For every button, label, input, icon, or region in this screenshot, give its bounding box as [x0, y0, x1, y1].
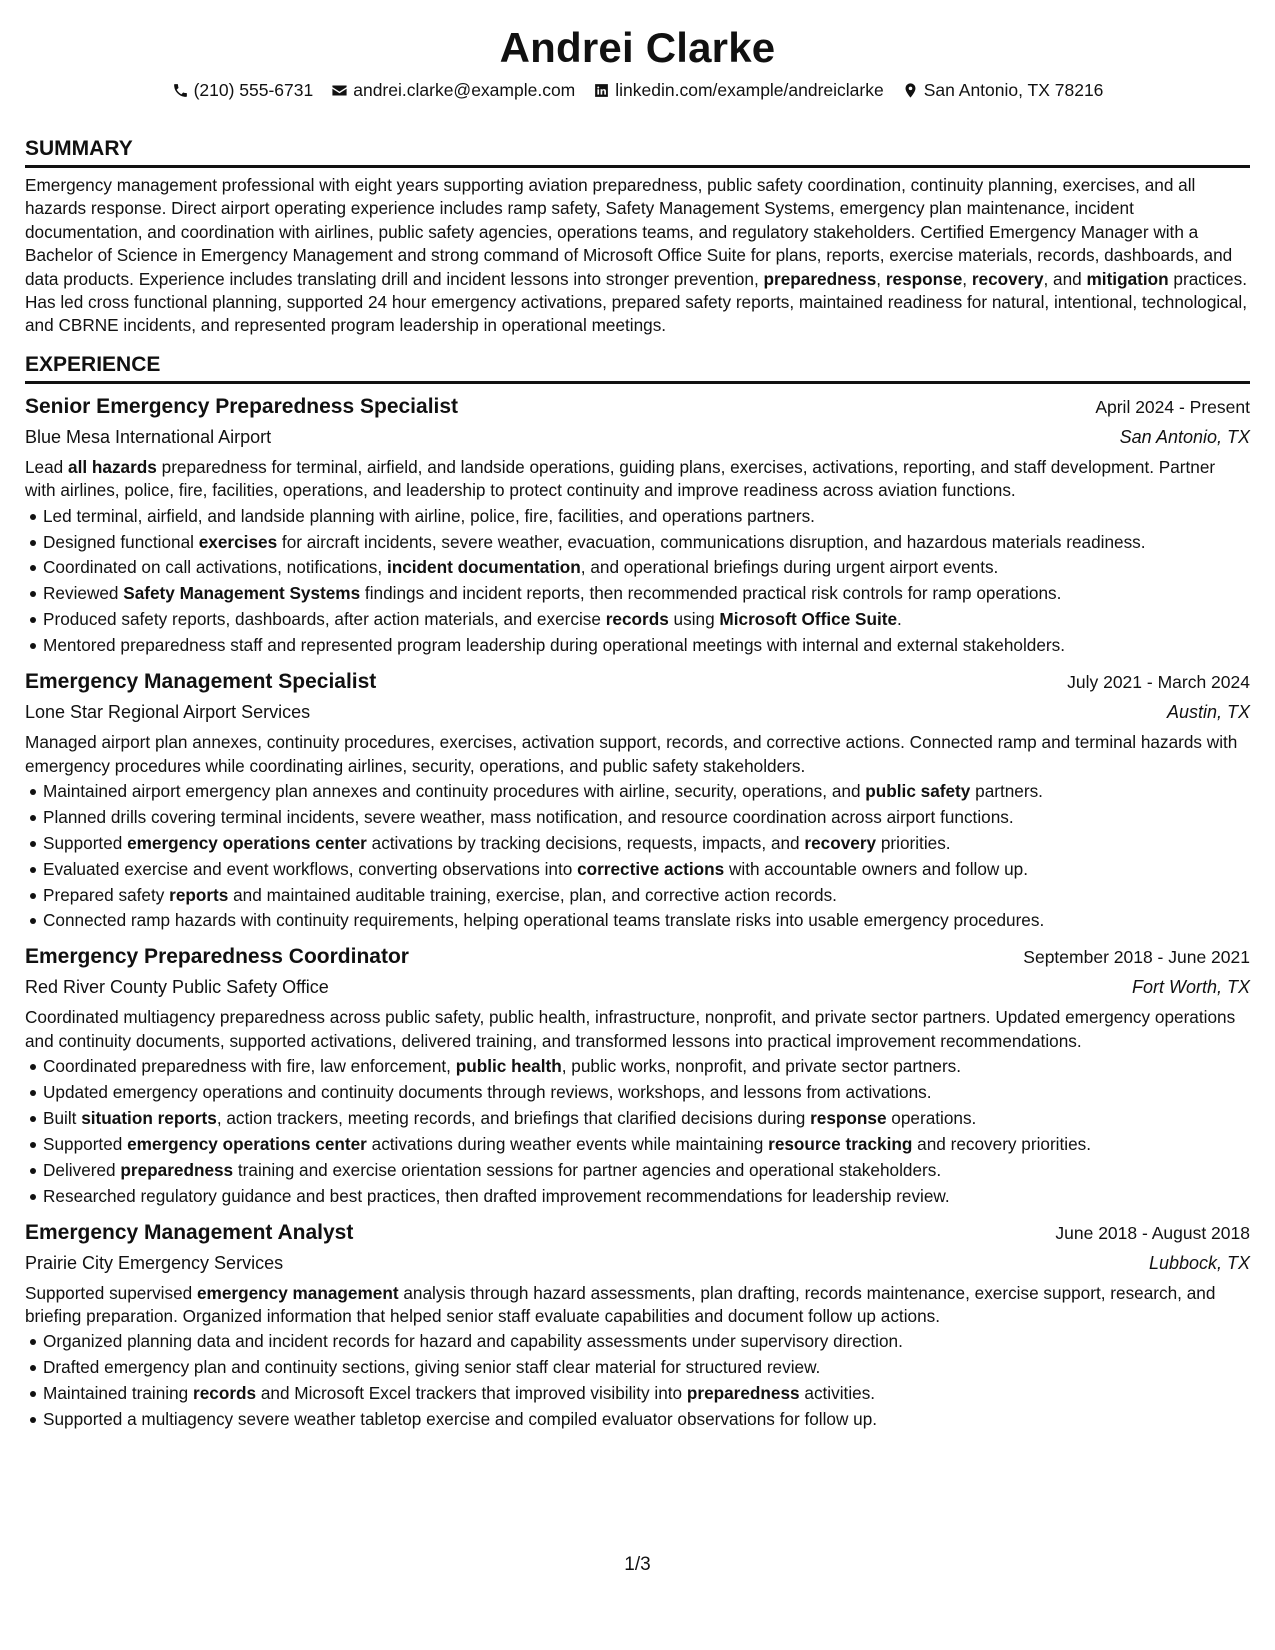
bullet-item — [43, 831, 1250, 857]
text-run: Reviewed — [43, 583, 124, 604]
text-run: . — [897, 609, 902, 630]
text-run: Emergency management professional with eight years supporting aviation preparedness, public safety coordination, continuity planning, exercises, and all hazards response. Direct airport operating experience includes ramp safety, Safety Management Systems, emergency plan maintenance, incident documentation, and coordination with airlines, public safety agencies, operations teams, and regulatory stakeholders. Certified Emergency Manager with a Bachelor of Science in Emergency Management and strong command of Microsoft Office Suite for plans, reports, exercise materials, records, dashboards, and data products. Experience includes translating drill and incident lessons into stronger prevention, — [25, 175, 1233, 289]
experience-section — [25, 352, 1250, 1433]
text-run: Maintained training — [43, 1383, 194, 1404]
text-run: and maintained auditable training, exercise, plan, and corrective action records. — [228, 884, 837, 905]
bold-keyword: incident documentation — [386, 557, 581, 578]
job-header — [25, 392, 1250, 422]
bold-keyword: preparedness — [686, 1383, 800, 1404]
bullet-item — [43, 1184, 1250, 1210]
location-text: San Antonio, TX 78216 — [923, 80, 1104, 100]
text-run: Connected ramp hazards with continuity requirements, helping operational teams translate risks into usable emergency procedures. — [43, 910, 1045, 931]
bold-keyword: records — [605, 609, 669, 630]
text-run: Coordinated on call activations, notifications, — [43, 557, 387, 578]
section-title-experience: EXPERIENCE — [25, 352, 1250, 384]
text-run: Coordinated preparedness with fire, law enforcement, — [43, 1056, 456, 1077]
linkedin-text: linkedin.com/example/andreiclarke — [615, 80, 884, 100]
text-run: Delivered — [43, 1159, 121, 1180]
text-run: Coordinated multiagency preparedness across public safety, public health, infrastructure, nonprofit, and private sector partners. Updated emergency operations and continuity documents, supported activations, delivered training, and transformed lessons into practical improvement recommendations. — [25, 1007, 1236, 1051]
bullet-item — [43, 530, 1250, 556]
job-location: Lubbock, TX — [1148, 1252, 1250, 1273]
text-run: with accountable owners and follow up. — [724, 858, 1029, 879]
bullet-item — [43, 1106, 1250, 1132]
bullet-item — [43, 1054, 1250, 1080]
bold-keyword: public health — [455, 1056, 562, 1077]
job-bullets — [25, 1054, 1250, 1209]
text-run: , — [876, 268, 886, 289]
job-dates: June 2018 - August 2018 — [1055, 1222, 1250, 1243]
text-run: Produced safety reports, dashboards, after action materials, and exercise — [43, 609, 606, 630]
text-run: Researched regulatory guidance and best practices, then drafted improvement recommendations for leadership review. — [43, 1185, 950, 1206]
text-run: activations by tracking decisions, requests, impacts, and — [366, 832, 805, 853]
bullet-item — [43, 633, 1250, 659]
text-run: Led terminal, airfield, and landside planning with airline, police, fire, facilities, and operations partners. — [43, 505, 815, 526]
text-run: for aircraft incidents, severe weather, evacuation, communications disruption, and hazardous materials readiness. — [277, 531, 1146, 552]
bold-keyword: emergency operations center — [127, 1133, 367, 1154]
bullet-item — [43, 1407, 1250, 1433]
bullet-item — [43, 908, 1250, 934]
job-location: Austin, TX — [1166, 702, 1250, 723]
bold-keyword: preparedness — [120, 1159, 234, 1180]
job-title: Emergency Management Specialist — [25, 670, 377, 694]
bullet-item — [43, 581, 1250, 607]
text-run: and Microsoft Excel trackers that improved visibility into — [256, 1383, 687, 1404]
text-run: Designed functional — [43, 531, 199, 552]
text-run: and recovery priorities. — [912, 1133, 1092, 1154]
bullet-item — [43, 1329, 1250, 1355]
bold-keyword: recovery — [804, 832, 877, 853]
bullet-item — [43, 1132, 1250, 1158]
job-dates: July 2021 - March 2024 — [1067, 672, 1250, 693]
job-description — [25, 731, 1250, 778]
bold-keyword: reports — [169, 884, 229, 905]
job-title: Emergency Preparedness Coordinator — [25, 945, 409, 969]
text-run: analysis through hazard assessments, plan drafting, records maintenance, exercise support, research, and briefing preparation. Organized information that helped senior staff evaluate capabilities and document follow up actions. — [25, 1282, 1216, 1326]
text-run: Supported supervised — [25, 1282, 197, 1303]
job-description — [25, 1282, 1250, 1329]
job-subheader — [25, 422, 1250, 452]
contact-location — [902, 78, 1104, 102]
text-run: findings and incident reports, then recommended practical risk controls for ramp operations. — [360, 583, 1062, 604]
text-run: priorities. — [876, 832, 951, 853]
bold-keyword: response — [885, 268, 963, 289]
job-entry — [25, 667, 1250, 934]
text-run: Mentored preparedness staff and represented program leadership during operational meetings with internal and external stakeholders. — [43, 635, 1066, 656]
text-run: , and — [1043, 268, 1087, 289]
bullet-item — [43, 805, 1250, 831]
email-text: andrei.clarke@example.com — [353, 80, 576, 100]
job-entry — [25, 1218, 1250, 1433]
text-run: Prepared safety — [43, 884, 170, 905]
text-run: Planned drills covering terminal incidents, severe weather, mass notification, and resource coordination across airport functions. — [43, 806, 1014, 827]
bullet-item — [43, 857, 1250, 883]
section-title-summary: SUMMARY — [25, 136, 1250, 168]
page-number: 1/3 — [624, 1554, 651, 1575]
job-dates: April 2024 - Present — [1095, 396, 1250, 417]
bold-keyword: response — [810, 1107, 887, 1128]
text-run: activities. — [799, 1383, 876, 1404]
text-run: , action trackers, meeting records, and briefings that clarified decisions during — [216, 1107, 811, 1128]
text-run: activations during weather events while maintaining — [366, 1133, 769, 1154]
job-header — [25, 942, 1250, 972]
summary-text — [25, 174, 1250, 338]
text-run: Maintained airport emergency plan annexes and continuity procedures with airline, security, operations, and — [43, 780, 866, 801]
bullet-item — [43, 607, 1250, 633]
bold-keyword: recovery — [971, 268, 1044, 289]
text-run: operations. — [886, 1107, 977, 1128]
text-run: partners. — [970, 780, 1043, 801]
bold-keyword: Microsoft Office Suite — [719, 609, 898, 630]
job-title: Senior Emergency Preparedness Specialist — [25, 394, 459, 418]
contact-email[interactable] — [331, 78, 575, 102]
map-pin-icon — [902, 82, 919, 99]
bold-keyword: Safety Management Systems — [123, 583, 361, 604]
text-run: Supported — [43, 1133, 128, 1154]
phone-text: (210) 555-6731 — [193, 80, 314, 100]
bullet-item — [43, 504, 1250, 530]
contact-phone[interactable] — [172, 78, 314, 102]
bullet-item — [43, 883, 1250, 909]
text-run: Supported — [43, 832, 128, 853]
linkedin-icon — [593, 82, 610, 99]
bold-keyword: records — [193, 1383, 257, 1404]
text-run: Updated emergency operations and continuity documents through reviews, workshops, and lessons from activations. — [43, 1082, 932, 1103]
text-run: , — [962, 268, 972, 289]
text-run: , public works, nonprofit, and private sector partners. — [561, 1056, 962, 1077]
bullet-item — [43, 1381, 1250, 1407]
job-entry — [25, 392, 1250, 659]
text-run: , and operational briefings during urgent airport events. — [580, 557, 999, 578]
text-run: Built — [43, 1107, 82, 1128]
job-bullets — [25, 779, 1250, 934]
job-dates: September 2018 - June 2021 — [1023, 947, 1250, 968]
phone-icon — [172, 82, 189, 99]
job-location: Fort Worth, TX — [1131, 977, 1250, 998]
bold-keyword: emergency operations center — [127, 832, 367, 853]
text-run: Organized planning data and incident records for hazard and capability assessments under supervisory direction. — [43, 1331, 903, 1352]
job-company: Blue Mesa International Airport — [25, 426, 272, 447]
job-subheader — [25, 1248, 1250, 1278]
bold-keyword: resource tracking — [768, 1133, 913, 1154]
bullet-item — [43, 779, 1250, 805]
contact-linkedin[interactable] — [593, 78, 883, 102]
job-subheader — [25, 697, 1250, 727]
text-run: practices. Has led cross functional planning, supported 24 hour emergency activations, prepared safety reports, maintained readiness for natural, intentional, technological, and CBRNE incidents, and represented program leadership in operational meetings. — [25, 268, 1247, 336]
bold-keyword: all hazards — [68, 456, 157, 477]
job-list — [25, 392, 1250, 1433]
bold-keyword: emergency management — [196, 1282, 399, 1303]
bullet-item — [43, 1355, 1250, 1381]
bold-keyword: situation reports — [81, 1107, 217, 1128]
bullet-item — [43, 555, 1250, 581]
job-bullets — [25, 1329, 1250, 1433]
job-header — [25, 1218, 1250, 1248]
job-company: Red River County Public Safety Office — [25, 977, 329, 998]
job-title: Emergency Management Analyst — [25, 1220, 354, 1244]
bullet-item — [43, 1080, 1250, 1106]
bold-keyword: exercises — [198, 531, 278, 552]
bold-keyword: public safety — [865, 780, 971, 801]
job-company: Prairie City Emergency Services — [25, 1252, 284, 1273]
bold-keyword: mitigation — [1086, 268, 1169, 289]
contact-bar — [25, 78, 1250, 102]
job-location: San Antonio, TX — [1119, 426, 1250, 447]
text-run: Supported a multiagency severe weather tabletop exercise and compiled evaluator observations for follow up. — [43, 1409, 878, 1430]
job-description — [25, 456, 1250, 503]
job-bullets — [25, 504, 1250, 659]
text-run: Drafted emergency plan and continuity sections, giving senior staff clear material for structured review. — [43, 1357, 821, 1378]
text-run: preparedness for terminal, airfield, and landside operations, guiding plans, exercises, activations, reporting, and staff development. Partner with airlines, police, fire, facilities, operations, and leadership to protect continuity and improve readiness across aviation functions. — [25, 456, 1216, 501]
candidate-name: Andrei Clarke — [499, 24, 776, 71]
job-subheader — [25, 972, 1250, 1002]
summary-section — [25, 136, 1250, 338]
job-header — [25, 667, 1250, 697]
text-run: using — [668, 609, 720, 630]
text-run: Lead — [25, 456, 69, 477]
job-entry — [25, 942, 1250, 1209]
bullet-item — [43, 1158, 1250, 1184]
bold-keyword: corrective actions — [577, 858, 725, 879]
text-run: Managed airport plan annexes, continuity procedures, exercises, activation support, records, and corrective actions. Connected ramp and terminal hazards with emergency procedures while coordinating airlines, security, operations, and public safety stakeholders. — [25, 732, 1238, 776]
bold-keyword: preparedness — [763, 268, 877, 289]
text-run: Evaluated exercise and event workflows, converting observations into — [43, 858, 578, 879]
job-description — [25, 1006, 1250, 1053]
text-run: training and exercise orientation sessions for partner agencies and operational stakeholders. — [233, 1159, 942, 1180]
job-company: Lone Star Regional Airport Services — [25, 702, 311, 723]
envelope-icon — [331, 82, 348, 99]
